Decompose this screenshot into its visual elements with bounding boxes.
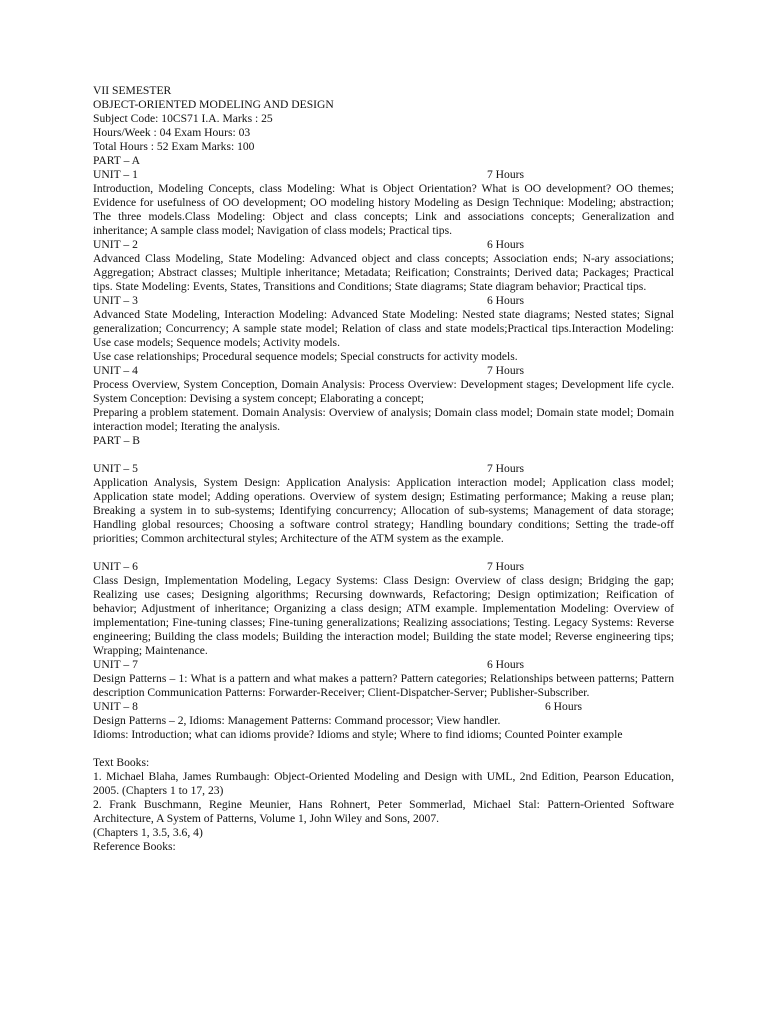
unit-5-body: Application Analysis, System Design: Application Analysis: Application interaction model; Application class model; Application state model; Adding operations. Overview of system design; Estimating performance; Making a reuse plan; Breaking a system in to sub-systems; Identifying concurrency; Allocation of sub-systems; Management of data storage; Handling global resources; Choosing a software control strategy; Handling boundary conditions; Setting the trade-off priorities; Common architectural styles; Architecture of the ATM system as the example. bbox=[93, 476, 674, 545]
part-a-heading: PART – A bbox=[93, 154, 140, 167]
spacer bbox=[93, 742, 674, 756]
unit-title: UNIT – 6 bbox=[93, 560, 138, 573]
unit-1-body: Introduction, Modeling Concepts, class Modeling: What is Object Orientation? What is OO development? OO themes; Evidence for usefulness of OO development; OO modeling history Modeling as Design Technique: Modeling; abstraction; The three models.Class Modeling: Object and class concepts; Link and associations concepts; Generalization and inheritance; A sample class model; Navigation of class models; Practical tips. bbox=[93, 182, 674, 237]
unit-title: UNIT – 5 bbox=[93, 462, 138, 475]
unit-8-body: Design Patterns – 2, Idioms: Management Patterns: Command processor; View handler. bbox=[93, 714, 501, 727]
unit-title: UNIT – 1 bbox=[93, 168, 138, 181]
text-book-1: 1. Michael Blaha, James Rumbaugh: Object-Oriented Modeling and Design with UML, 2nd Edition, Pearson Education, 2005. (Chapters 1 to 17, 23) bbox=[93, 770, 674, 797]
hours-week-line: Hours/Week : 04 Exam Hours: 03 bbox=[93, 126, 251, 139]
unit-hours: 7 Hours bbox=[486, 364, 524, 377]
unit-7-header bbox=[93, 658, 674, 672]
unit-5-header bbox=[93, 462, 674, 476]
unit-6-header bbox=[93, 560, 674, 574]
unit-hours: 7 Hours bbox=[486, 462, 524, 475]
unit-hours: 6 Hours bbox=[486, 294, 524, 307]
semester-heading: VII SEMESTER bbox=[93, 84, 172, 97]
unit-hours: 7 Hours bbox=[486, 560, 524, 573]
unit-hours: 6 Hours bbox=[544, 700, 582, 713]
unit-title: UNIT – 2 bbox=[93, 238, 138, 251]
spacer bbox=[93, 546, 674, 560]
unit-8-extra: Idioms: Introduction; what can idioms provide? Idioms and style; Where to find idioms; Counted Pointer example bbox=[93, 728, 623, 741]
spacer bbox=[93, 448, 674, 462]
unit-3-header bbox=[93, 294, 674, 308]
unit-title: UNIT – 7 bbox=[93, 658, 138, 671]
unit-hours: 6 Hours bbox=[486, 658, 524, 671]
unit-6-body: Class Design, Implementation Modeling, Legacy Systems: Class Design: Overview of class design; Bridging the gap; Realizing use cases; Designing algorithms; Recursing downwards, Refactoring; Design optimization; Reification of behavior; Adjustment of inheritance; Organizing a class design; ATM example. Implementation Modeling: Overview of implementation; Fine-tuning classes; Fine-tuning generalizations; Realizing associations; Testing. Legacy Systems: Reverse engineering; Building the class models; Building the interaction model; Building the state model; Reverse engineering tips; Wrapping; Maintenance. bbox=[93, 574, 674, 657]
unit-2-body: Advanced Class Modeling, State Modeling: Advanced object and class concepts; Association ends; N-ary associations; Aggregation; Abstract classes; Multiple inheritance; Metadata; Reification; Constraints; Derived data; Packages; Practical tips. State Modeling: Events, States, Transitions and Conditions; State diagrams; State diagram behavior; Practical tips. bbox=[93, 252, 674, 293]
unit-4-body: Process Overview, System Conception, Domain Analysis: Process Overview: Development stages; Development life cycle. System Conception: Devising a system concept; Elaborating a concept; bbox=[93, 378, 674, 405]
text-book-2: 2. Frank Buschmann, Regine Meunier, Hans Rohnert, Peter Sommerlad, Michael Stal: Pattern-Oriented Software Architecture, A System of Patterns, Volume 1, John Wiley and Sons, 2007. bbox=[93, 798, 674, 825]
reference-books-heading: Reference Books: bbox=[93, 840, 176, 853]
unit-3-body: Advanced State Modeling, Interaction Modeling: Advanced State Modeling: Nested state diagrams; Nested states; Signal generalization; Concurrency; A sample state model; Relation of class and state models;Practical tips.Interaction Modeling: Use case models; Sequence models; Activity models. bbox=[93, 308, 674, 349]
unit-3-extra: Use case relationships; Procedural sequence models; Special constructs for activity models. bbox=[93, 350, 518, 363]
unit-2-header bbox=[93, 238, 674, 252]
unit-7-body: Design Patterns – 1: What is a pattern and what makes a pattern? Pattern categories; Relationships between patterns; Pattern description Communication Patterns: Forwarder-Receiver; Client-Dispatcher-Server; Publisher-Subscriber. bbox=[93, 672, 674, 699]
unit-title: UNIT – 8 bbox=[93, 700, 138, 713]
text-books-heading: Text Books: bbox=[93, 756, 150, 769]
unit-8-header bbox=[93, 700, 674, 714]
unit-title: UNIT – 3 bbox=[93, 294, 138, 307]
total-hours-line: Total Hours : 52 Exam Marks: 100 bbox=[93, 140, 255, 153]
course-title: OBJECT-ORIENTED MODELING AND DESIGN bbox=[93, 98, 334, 111]
subject-code-line: Subject Code: 10CS71 I.A. Marks : 25 bbox=[93, 112, 273, 125]
unit-hours: 7 Hours bbox=[486, 168, 524, 181]
unit-4-extra: Preparing a problem statement. Domain Analysis: Overview of analysis; Domain class model; Domain state model; Domain interaction model; Iterating the analysis. bbox=[93, 406, 674, 433]
part-b-heading: PART – B bbox=[93, 434, 140, 447]
unit-4-header bbox=[93, 364, 674, 378]
text-book-2-chapters: (Chapters 1, 3.5, 3.6, 4) bbox=[93, 826, 203, 839]
unit-title: UNIT – 4 bbox=[93, 364, 138, 377]
unit-1-header bbox=[93, 168, 674, 182]
unit-hours: 6 Hours bbox=[486, 238, 524, 251]
